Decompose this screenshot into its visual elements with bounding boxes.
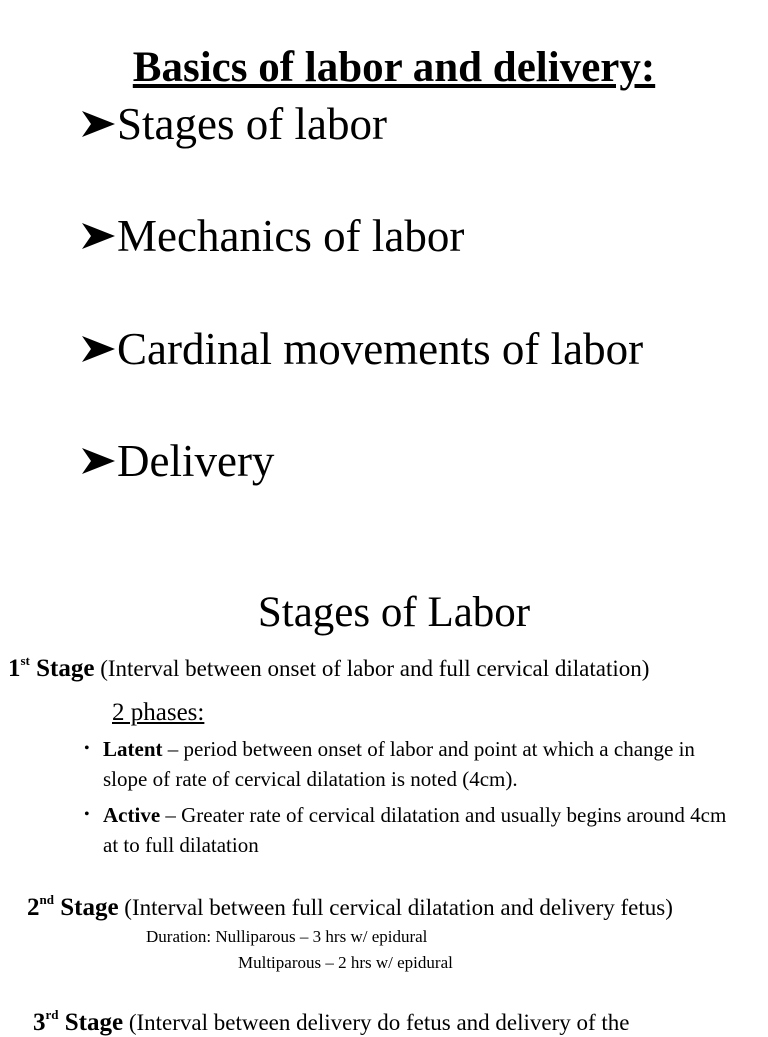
slide-title: Stages of Labor: [257, 589, 531, 636]
slide-title: Basics of labor and delivery:: [132, 44, 656, 91]
bullet-item: [80, 435, 274, 487]
duration-nulliparous: Duration: Nulliparous – 3 hrs w/ epidural: [146, 927, 428, 946]
bullet-item: [80, 323, 643, 375]
arrowhead-bullet-icon: [80, 446, 117, 476]
stage-number: 1: [8, 655, 21, 682]
stage-number: 3: [33, 1009, 46, 1036]
phase-item: [84, 800, 743, 860]
stage-description: (Interval between full cervical dilatation and delivery fetus): [124, 895, 673, 920]
arrowhead-bullet-icon: [80, 334, 117, 364]
stage-label: Stage: [60, 894, 119, 921]
phase-name: Active: [103, 803, 161, 827]
arrowhead-bullet-icon: [80, 221, 117, 251]
bullet-item: [80, 98, 387, 150]
stage-ordinal: nd: [39, 892, 54, 907]
slide-stages-of-labor: [0, 560, 768, 1036]
phase-item: [84, 734, 743, 794]
bullet-dot-icon: •: [84, 740, 90, 757]
stage-number: 2: [27, 894, 40, 921]
bullet-text: Delivery: [117, 436, 275, 486]
stage-2-heading: [27, 894, 673, 922]
stage-label: Stage: [64, 1009, 124, 1036]
stage-description: (Interval between onset of labor and full cervical dilatation): [100, 656, 650, 681]
stage-1-heading: [8, 655, 649, 683]
bullet-text: Mechanics of labor: [117, 211, 465, 261]
stage-label: Stage: [36, 655, 95, 682]
stage-ordinal: st: [20, 653, 30, 668]
bullet-text: Cardinal movements of labor: [117, 324, 644, 374]
stage-ordinal: rd: [45, 1007, 59, 1022]
bullet-dot-icon: •: [84, 806, 90, 823]
stage-description: (Interval between delivery do fetus and delivery of the: [128, 1010, 630, 1035]
arrowhead-bullet-icon: [80, 109, 117, 139]
phase-name: Latent: [103, 737, 163, 761]
phase-description: – Greater rate of cervical dilatation and usually begins around 4cm at to full dilatation: [103, 803, 727, 857]
bullet-text: Stages of labor: [117, 99, 387, 149]
phase-description: – period between onset of labor and point at which a change in slope of rate of cervical dilatation is noted (4cm).: [103, 737, 695, 791]
duration-multiparous: Multiparous – 2 hrs w/ epidural: [238, 953, 453, 972]
bullet-item: [80, 210, 464, 262]
phases-label: 2 phases:: [112, 699, 205, 726]
stage-3-heading: [33, 1009, 630, 1037]
